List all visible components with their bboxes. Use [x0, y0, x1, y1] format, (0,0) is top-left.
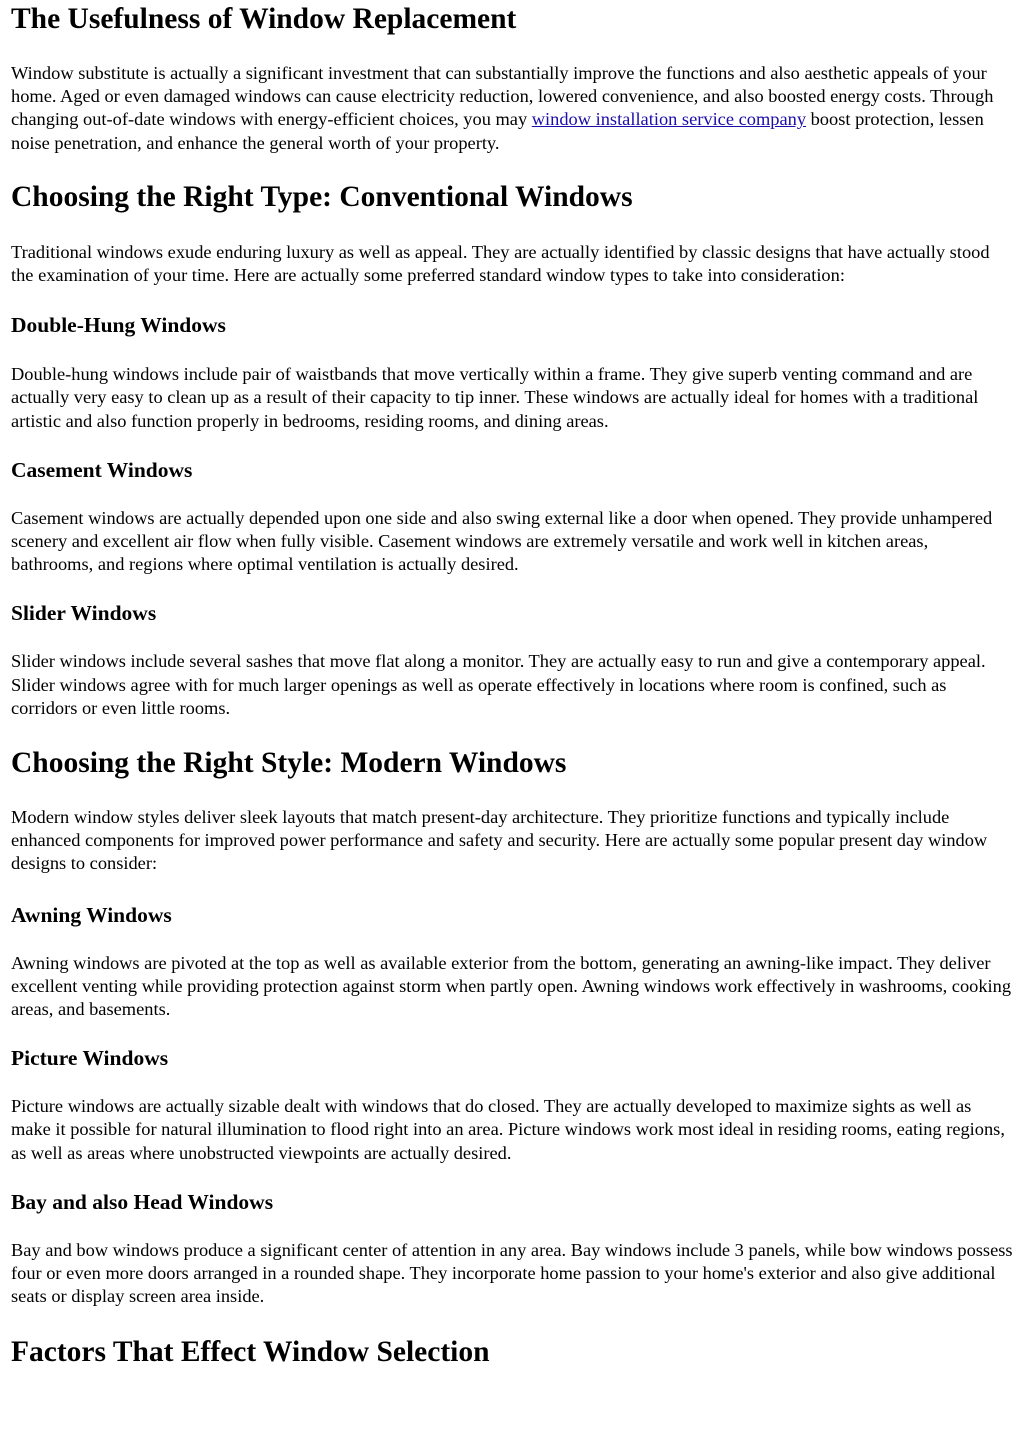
section-heading-factors: Factors That Effect Window Selection — [11, 1336, 490, 1369]
casement-paragraph: Casement windows are actually depended upon one side and also swing external like a door when opened. They provide unhampered scenery and excellent air flow when fully visible. Casement windows are extremely versatile and work well in kitchen areas, bathrooms, and regions where optimal ventilation is actually desired. — [11, 507, 993, 575]
bay-paragraph: Bay and bow windows produce a significant center of attention in any area. Bay windows include 3 panels, while bow windows possess four or even more doors arranged in a rounded shape. They incorporate home passion to your home's exterior and also give additional seats or display screen area inside. — [11, 1239, 1013, 1307]
subheading-double-hung: Double-Hung Windows — [11, 313, 226, 338]
intro-text-before-link: Window substitute is actually a significant investment that can substantially improve the functions and also aesthetic appeals of your home. Aged or even damaged windows can cause electricity reduction, lowered convenience, and also boosted energy costs. Through changing out-of-date windows with energy-efficient choices, you may — [11, 63, 994, 130]
picture-paragraph: Picture windows are actually sizable dealt with windows that do closed. They are actually developed to maximize sights as well as make it possible for natural illumination to flood right into an area. Picture windows work most ideal in residing rooms, eating regions, as well as areas where unobstructed viewpoints are actually desired. — [11, 1096, 1005, 1163]
page-title: The Usefulness of Window Replacement — [11, 3, 517, 35]
intro-paragraph — [11, 62, 1014, 155]
traditional-paragraph: Traditional windows exude enduring luxury as well as appeal. They are actually identified by classic designs that have actually stood the examination of your time. Here are actually some preferred standard window types to take into consideration: — [11, 241, 990, 286]
section-heading-modern: Choosing the Right Style: Modern Windows — [11, 747, 567, 780]
subheading-slider: Slider Windows — [11, 601, 157, 626]
window-installation-link[interactable]: window installation service company — [531, 109, 807, 130]
subheading-picture: Picture Windows — [11, 1046, 169, 1071]
subheading-awning: Awning Windows — [11, 902, 172, 927]
awning-paragraph: Awning windows are pivoted at the top as well as available exterior from the bottom, generating an awning-like impact. They deliver excellent venting while providing protection against storm when partly open. Awning windows work effectively in washrooms, cooking areas, and basements. — [11, 952, 1012, 1020]
subheading-casement: Casement Windows — [11, 457, 193, 482]
subheading-bay: Bay and also Head Windows — [11, 1189, 274, 1214]
modern-paragraph: Modern window styles deliver sleek layouts that match present-day architecture. They prioritize functions and typically include enhanced components for improved power performance and safety and security. Here are actually some popular present day window designs to consider: — [11, 807, 988, 874]
slider-paragraph: Slider windows include several sashes that move flat along a monitor. They are actually easy to run and give a contemporary appeal. Slider windows agree with for much larger openings as well as operate effectively in locations where room is confined, such as corridors or even little rooms. — [11, 651, 986, 718]
article — [0, 2, 1024, 1369]
intro-text-after-link: boost protection, lessen noise penetration, and enhance the general worth of your property. — [11, 109, 984, 153]
section-heading-traditional: Choosing the Right Type: Conventional Windows — [11, 180, 633, 213]
double-hung-paragraph: Double-hung windows include pair of waistbands that move vertically within a frame. They give superb venting command and are actually very easy to clean up as a result of their capacity to tip inner. These windows are actually ideal for homes with a traditional artistic and also function properly in bedrooms, residing rooms, and dining areas. — [11, 364, 979, 431]
